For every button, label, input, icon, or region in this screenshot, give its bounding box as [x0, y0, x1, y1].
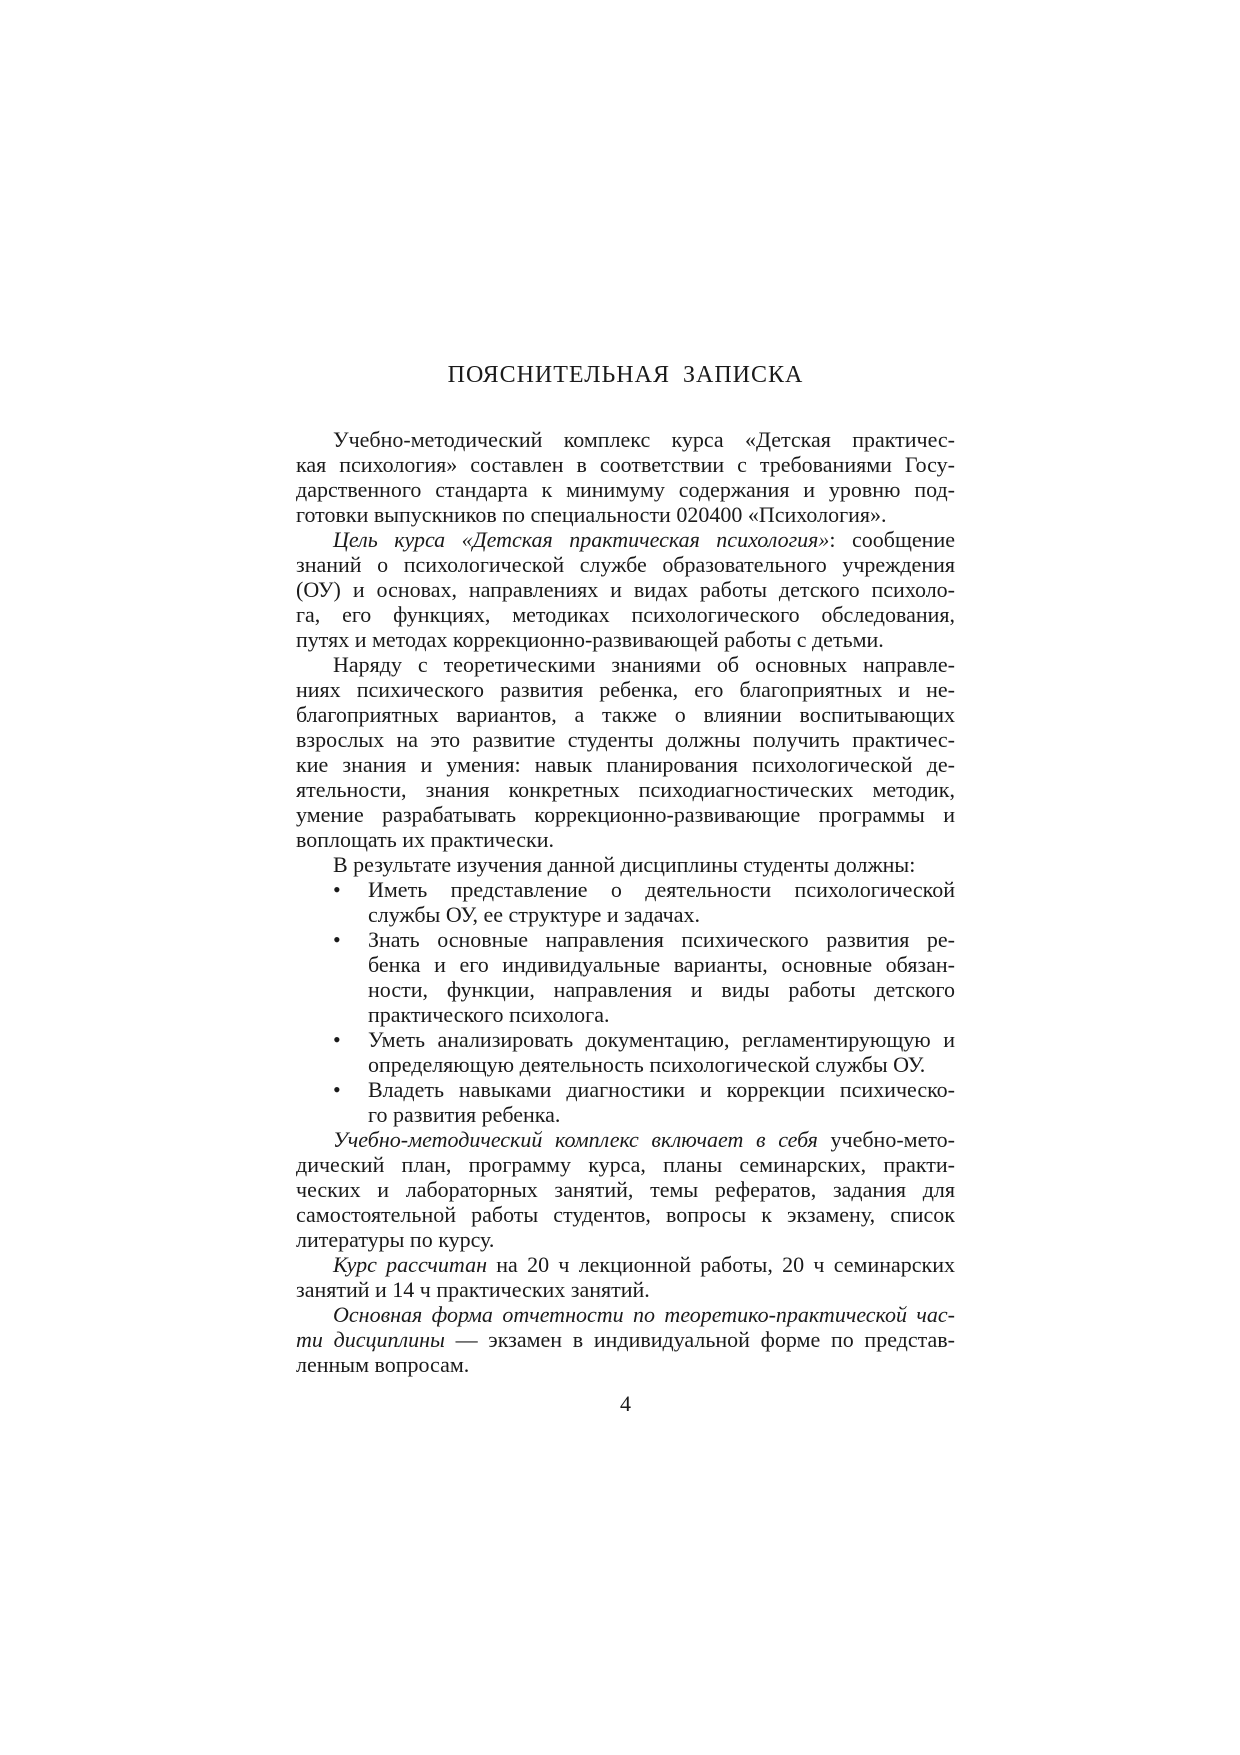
- paragraph-outcomes-intro: [296, 852, 955, 877]
- text-line: службы ОУ, ее структуре и задачах.: [368, 902, 700, 927]
- text-line: определяющую деятельность психологической службы ОУ.: [368, 1052, 926, 1077]
- text-line: В результате изучения данной дисциплины студенты должны:: [333, 852, 916, 877]
- text-fragment: : сообщение: [829, 527, 955, 552]
- text-line: [296, 1252, 955, 1277]
- italic-phrase: Курс рассчитан: [333, 1252, 487, 1277]
- text-line: литературы по курсу.: [296, 1227, 495, 1252]
- text-fragment: — экзамен в индивидуальной форме по представ-: [444, 1327, 955, 1352]
- body-text: [296, 427, 955, 1377]
- text-line: [296, 1302, 955, 1327]
- paragraph-reporting-form: [296, 1302, 955, 1377]
- text-line: кая психология» составлен в соответствии с требованиями Госу-: [296, 452, 955, 477]
- text-line: Учебно-методический комплекс курса «Детская практичес-: [333, 427, 955, 452]
- text-line: бенка и его индивидуальные варианты, основные обязан-: [368, 952, 955, 977]
- text-fragment: Владеть навыками диагностики и коррекции психическо-: [368, 1077, 955, 1102]
- list-item: [296, 927, 955, 1027]
- text-fragment: учебно-мето-: [817, 1127, 955, 1152]
- text-line: [296, 1077, 955, 1102]
- text-line: га, его функциях, методиках психологического обследования,: [296, 602, 955, 627]
- italic-phrase: Цель курса «Детская практическая психология»: [333, 527, 830, 552]
- paragraph-course-goal: [296, 527, 955, 652]
- bullet-icon: •: [333, 1027, 341, 1052]
- text-line: воплощать их практически.: [296, 827, 554, 852]
- text-line: Наряду с теоретическими знаниями об основных направле-: [333, 652, 955, 677]
- text-line: го развития ребенка.: [368, 1102, 561, 1127]
- italic-phrase: ти дисциплины: [296, 1327, 445, 1352]
- text-line: путях и методах коррекционно-развивающей работы с детьми.: [296, 627, 884, 652]
- text-fragment: Знать основные направления психического развития ре-: [368, 927, 955, 952]
- text-line: ниях психического развития ребенка, его благоприятных и не-: [296, 677, 955, 702]
- list-item: [296, 1077, 955, 1127]
- page-number: 4: [620, 1391, 631, 1416]
- text-line: (ОУ) и основах, направлениях и видах работы детского психоло-: [296, 577, 955, 602]
- bullet-icon: •: [333, 927, 341, 952]
- text-line: [296, 1027, 955, 1052]
- page-title: ПОЯСНИТЕЛЬНАЯ ЗАПИСКА: [447, 362, 804, 388]
- bullet-icon: •: [333, 1077, 341, 1102]
- text-line: ности, функции, направления и виды работы детского: [368, 977, 955, 1002]
- text-line: дический план, программу курса, планы семинарских, практи-: [296, 1152, 955, 1177]
- text-line: благоприятных вариантов, а также о влиянии воспитывающих: [296, 702, 955, 727]
- text-line: ленным вопросам.: [296, 1352, 470, 1377]
- text-line: самостоятельной работы студентов, вопросы к экзамену, список: [296, 1202, 955, 1227]
- paragraph-course-hours: [296, 1252, 955, 1302]
- text-line: занятий и 14 ч практических занятий.: [296, 1277, 650, 1302]
- italic-phrase: Основная форма отчетности по теоретико-практической час-: [333, 1302, 955, 1327]
- bullet-icon: •: [333, 877, 341, 902]
- italic-phrase: Учебно-методический комплекс включает в себя: [333, 1127, 818, 1152]
- list-item: [296, 1027, 955, 1077]
- paragraph-complex-contents: [296, 1127, 955, 1252]
- text-line: ческих и лабораторных занятий, темы рефератов, задания для: [296, 1177, 955, 1202]
- list-item: [296, 877, 955, 927]
- text-line: [296, 1327, 955, 1352]
- paragraph-intro: [296, 427, 955, 527]
- text-fragment: Иметь представление о деятельности психологической: [368, 877, 955, 902]
- text-line: дарственного стандарта к минимуму содержания и уровню под-: [296, 477, 955, 502]
- text-line: [296, 1127, 955, 1152]
- text-line: готовки выпускников по специальности 020400 «Психология».: [296, 502, 887, 527]
- text-line: кие знания и умения: навык планирования психологической де-: [296, 752, 955, 777]
- text-line: ятельности, знания конкретных психодиагностических методик,: [296, 777, 955, 802]
- text-line: знаний о психологической службе образовательного учреждения: [296, 552, 955, 577]
- text-line: взрослых на это развитие студенты должны получить практичес-: [296, 727, 955, 752]
- bullet-list: [296, 877, 955, 1127]
- text-line: [296, 927, 955, 952]
- text-line: [296, 527, 955, 552]
- text-fragment: на 20 ч лекционной работы, 20 ч семинарских: [486, 1252, 955, 1277]
- text-line: умение разрабатывать коррекционно-развивающие программы и: [296, 802, 955, 827]
- text-line: практического психолога.: [368, 1002, 610, 1027]
- text-line: [296, 877, 955, 902]
- paragraph-skills: [296, 652, 955, 852]
- text-fragment: Уметь анализировать документацию, регламентирующую и: [368, 1027, 955, 1052]
